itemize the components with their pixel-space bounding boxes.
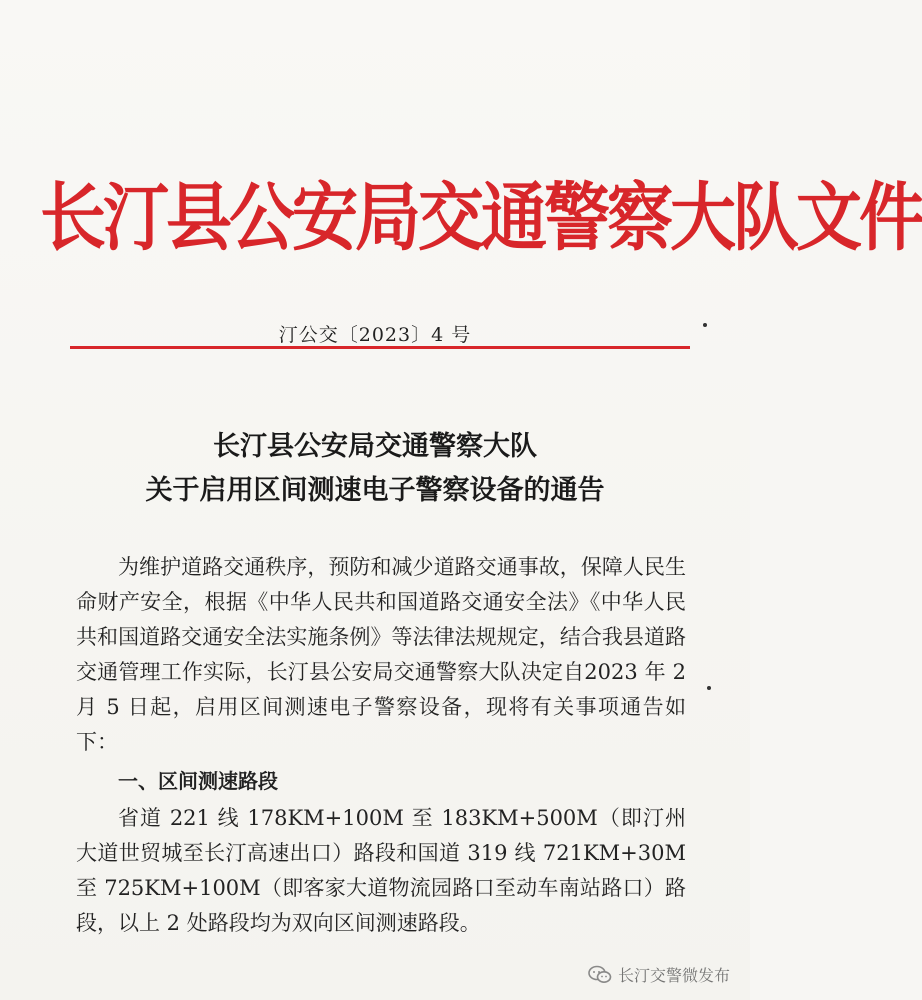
notice-title-line1: 长汀县公安局交通警察大队 bbox=[213, 431, 537, 462]
notice-title-line2: 关于启用区间测速电子警察设备的通告 bbox=[145, 475, 605, 506]
intro-paragraph: 为维护道路交通秩序，预防和减少道路交通事故，保障人民生命财产安全，根据《中华人民共和国道路交通安全法》《中华人民共和国道路交通安全法实施条例》等法律法规规定，结合我县道路交通管理工作实际，长汀县公安局交通警察大队决定自2023 年 2 月 5 日起，启用区间测速电子警察设备，现将有关事项通告如下： bbox=[76, 555, 686, 754]
scan-speck bbox=[707, 686, 711, 690]
section-1-paragraph: 省道 221 线 178KM+100M 至 183KM+500M（即汀州大道世贸城至长汀高速出口）路段和国道 319 线 721KM+30M 至 725KM+100M（即客家大道物流园路口至动车南站路口）路段，以上 2 处路段均为双向区间测速路段。 bbox=[76, 806, 686, 935]
document-header-title: 长汀县公安局交通警察大队文件 bbox=[40, 174, 922, 261]
notice-body bbox=[76, 550, 686, 941]
scan-speck bbox=[703, 323, 707, 327]
notice-title bbox=[0, 425, 750, 513]
wechat-icon bbox=[588, 965, 612, 985]
document-number: 汀公交〔2023〕4 号 bbox=[278, 324, 472, 346]
section-heading-1: 一、区间测速路段 bbox=[118, 769, 278, 793]
watermark-text: 长汀交警微发布 bbox=[617, 966, 730, 985]
red-divider-line bbox=[70, 346, 690, 349]
wechat-watermark bbox=[588, 963, 730, 986]
